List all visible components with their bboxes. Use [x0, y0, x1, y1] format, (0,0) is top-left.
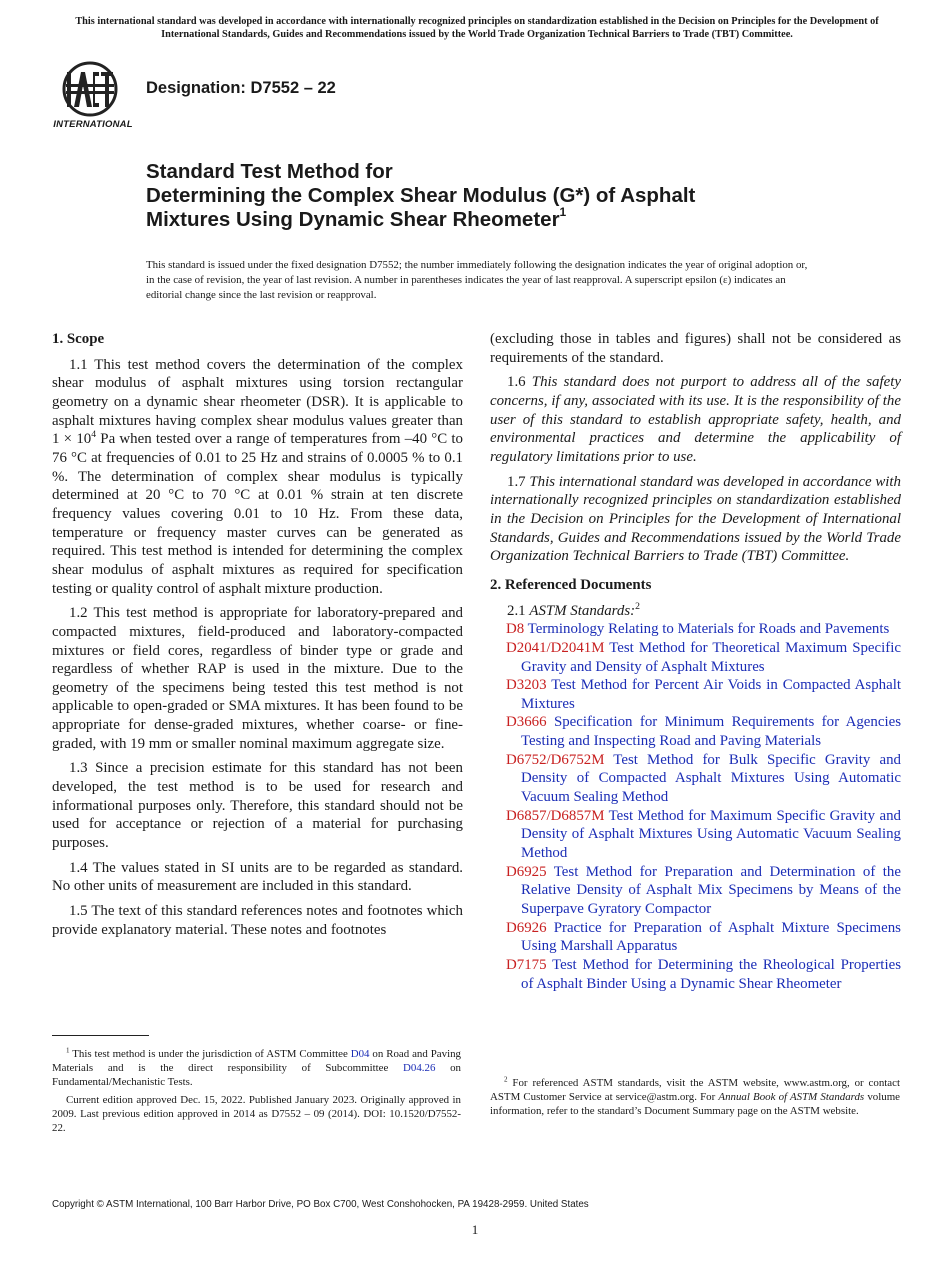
footnote-2-text-b: volume information, refer to the standard’s Document Summary page on the ASTM website. — [490, 1091, 900, 1118]
page-number: 1 — [471, 1222, 479, 1237]
reference-item[interactable] — [490, 713, 901, 750]
subcommittee-d04-26-link[interactable]: D04.26 — [403, 1062, 436, 1075]
scope-1-6-number: 1.6 — [507, 374, 526, 391]
reference-title-link[interactable]: Test Method for Percent Air Voids in Compacted Asphalt Mixtures — [521, 677, 901, 712]
footnote-divider — [52, 1035, 149, 1036]
issued-note: This standard is issued under the fixed designation D7552; the number immediately following the designation indicates the year of original adoption or, in the case of revision, the year of last revision. A number in parentheses indicates the year of last reapproval. A superscript epsilon (ε) indicates an editorial change since the last revision or reapproval. — [146, 259, 808, 302]
committee-d04-link[interactable]: D04 — [350, 1048, 370, 1060]
title-footnote-mark: 1 — [559, 205, 567, 220]
reference-title-link[interactable]: Practice for Preparation of Asphalt Mixture Specimens Using Marshall Apparatus — [521, 919, 901, 955]
reference-item[interactable] — [490, 956, 901, 993]
footnote-2-text-a: For referenced ASTM standards, visit the ASTM website, www.astm.org, or contact ASTM Customer Service at service@astm.org. For — [490, 1077, 900, 1104]
subheading-label: ASTM Standards: — [529, 602, 636, 619]
right-column — [490, 330, 901, 993]
reference-title-link[interactable]: Test Method for Maximum Specific Gravity and Density of Asphalt Mixtures Using Automatic Vacuum Sealing Method — [521, 807, 901, 862]
footnote-1-mark: 1 — [66, 1046, 70, 1055]
footnote-1-text-b: on Road and Paving Materials and is the direct responsibility of Subcommittee — [52, 1048, 461, 1075]
reference-code-link[interactable]: D3666 — [506, 714, 547, 731]
scope-heading: 1. Scope — [52, 331, 105, 347]
designation-separator: – — [303, 79, 313, 97]
scope-1-7 — [490, 473, 901, 566]
footnote-2 — [490, 1076, 900, 1119]
reference-title-link[interactable]: Terminology Relating to Materials for Roads and Pavements — [527, 621, 890, 638]
scope-1-1-exponent: 4 — [91, 429, 97, 441]
astm-logo — [52, 58, 134, 132]
footnote-2-mark: 2 — [504, 1075, 508, 1084]
astm-standards-subheading — [490, 602, 901, 621]
title-line-1: Standard Test Method for — [146, 160, 393, 183]
reference-title-link[interactable]: Test Method for Preparation and Determination of the Relative Density of Asphalt Mix Specimens by Means of the Superpave Gyratory Compactor — [521, 863, 901, 918]
reference-item[interactable] — [490, 620, 901, 639]
document-title — [146, 160, 846, 232]
reference-code-link[interactable]: D7175 — [506, 957, 547, 973]
reference-item[interactable] — [490, 751, 901, 807]
title-line-3-text: Mixtures Using Dynamic Shear Rheometer — [146, 208, 560, 231]
logo-international-text: INTERNATIONAL — [53, 119, 133, 130]
scope-1-1-text: 1.1 This test method covers the determination of the complex shear modulus of asphalt mixtures using torsion rectangular geometry on a dynamic shear rheometer (DSR). It is applicable to asphalt mixtures having complex shear modulus values greater than 1 × 10 — [52, 356, 463, 448]
scope-1-6-text: This standard does not purport to address all of the safety concerns, if any, associated with its use. It is the responsibility of the user of this standard to establish appropriate safety, health, and environmental practices and determine the applicability of regulatory limitations prior to use. — [490, 374, 901, 465]
reference-code-link[interactable]: D2041/D2041M — [506, 639, 605, 656]
footnotes-right — [490, 1076, 900, 1119]
footnote-1-text-c: on Fundamental/Mechanistic Tests. — [52, 1062, 461, 1089]
scope-1-3: 1.3 Since a precision estimate for this standard has not been developed, the test method is to be used for research and informational purposes only. Therefore, this standard should not be used for acceptance or rejection of a material for purchasing purposes. — [52, 760, 463, 852]
reference-code-link[interactable]: D8 — [506, 621, 525, 638]
designation-label: Designation: D7552 — [146, 79, 300, 97]
scope-1-4: 1.4 The values stated in SI units are to be regarded as standard. No other units of measurement are included in this standard. — [52, 859, 463, 895]
edition-note: Current edition approved Dec. 15, 2022. Published January 2023. Originally approved in 2009. Last previous edition approved in 2014 as D7552 – 09 (2014). DOI: 10.1520/D7552-22. — [52, 1093, 461, 1135]
international-standard-notice: This international standard was developed in accordance with internationally recognized principles on standardization established in the Decision on Principles for the Development of International Standards, Guides and Recommendations issued by the World Trade Organization Technical Barriers to Trade (TBT) Committee. — [75, 16, 879, 40]
designation-year: 22 — [317, 79, 336, 97]
left-column — [52, 330, 463, 945]
scope-1-5: 1.5 The text of this standard references notes and footnotes which provide explanatory material. These notes and footnotes — [52, 903, 463, 938]
scope-1-5-continued: (excluding those in tables and figures) shall not be considered as requirements of the standard. — [490, 331, 901, 366]
reference-list — [490, 620, 901, 993]
subheading-footnote-mark: 2 — [635, 600, 640, 612]
footnote-2-italic: Annual Book of ASTM Standards — [718, 1091, 865, 1104]
footnote-1 — [52, 1047, 461, 1090]
copyright-line: Copyright © ASTM International, 100 Barr Harbor Drive, PO Box C700, West Conshohocken, PA 19428-2959. United States — [52, 1199, 589, 1210]
reference-title-link[interactable]: Test Method for Bulk Specific Gravity and Density of Compacted Asphalt Mixtures Using Automatic Vacuum Sealing Method — [521, 751, 901, 806]
reference-title-link[interactable]: Test Method for Theoretical Maximum Specific Gravity and Density of Asphalt Mixtures — [521, 639, 901, 675]
scope-1-2: 1.2 This test method is appropriate for laboratory-prepared and compacted mixtures, field-produced and laboratory-compacted mixtures or field cores, regardless of binder type or grade and regardless of whether RAP is used in the mixture. Due to the geometry of the specimens being tested this test method is not applicable to open-graded or SMA mixtures. It has been found to be appropriate for dense-graded mixtures, whether coarse- or fine-graded, with 19 mm or smaller nominal maximum aggregate size. — [52, 605, 463, 752]
scope-1-7-text: This international standard was developed in accordance with internationally recognized principles on standardization established in the Decision on Principles for the Development of International Standards, Guides and Recommendations issued by the World Trade Organization Technical Barriers to Trade (TBT) Committee. — [490, 473, 901, 565]
reference-code-link[interactable]: D3203 — [506, 677, 547, 694]
scope-1-1 — [52, 356, 463, 599]
scope-1-7-number: 1.7 — [507, 473, 526, 490]
reference-item[interactable] — [490, 639, 901, 676]
reference-title-link[interactable]: Test Method for Determining the Rheological Properties of Asphalt Binder Using a Dynamic Shear Rheometer — [521, 957, 901, 992]
reference-code-link[interactable]: D6925 — [506, 863, 547, 880]
title-line-2: Determining the Complex Shear Modulus (G*) of Asphalt — [146, 184, 696, 207]
scope-1-1-text-cont: Pa when tested over a range of temperatures from –40 °C to 76 °C at frequencies of 0.01 to 25 Hz and strains of 0.0005 % to 0.1 %. The determination of complex shear modulus is typically determined at 20 °C to 70 °C at 0.01 % strain at ten discrete frequency values covering 0.01 to 10 Hz. From these data, temperature or frequency master curves can be generated as required. This test method is intended for determining the complex shear modulus of asphalt mixtures as required for specification testing or quality control of asphalt mixture production. — [52, 431, 463, 597]
designation — [146, 79, 336, 98]
footnote-1-text-a: This test method is under the jurisdiction of ASTM Committee — [69, 1048, 351, 1060]
refdocs-heading: 2. Referenced Documents — [490, 576, 652, 593]
reference-code-link[interactable]: D6857/D6857M — [506, 807, 605, 824]
title-line-3 — [146, 205, 846, 232]
reference-item[interactable] — [490, 863, 901, 919]
subheading-number: 2.1 — [507, 602, 526, 619]
reference-title-link[interactable]: Specification for Minimum Requirements for Agencies Testing and Inspecting Road and Paving Materials — [521, 714, 901, 750]
scope-1-6 — [490, 373, 901, 466]
reference-item[interactable] — [490, 807, 901, 863]
footnotes-left — [52, 1047, 461, 1138]
reference-item[interactable] — [490, 919, 901, 956]
reference-code-link[interactable]: D6752/D6752M — [506, 751, 605, 768]
reference-item[interactable] — [490, 676, 901, 713]
reference-code-link[interactable]: D6926 — [506, 919, 547, 936]
